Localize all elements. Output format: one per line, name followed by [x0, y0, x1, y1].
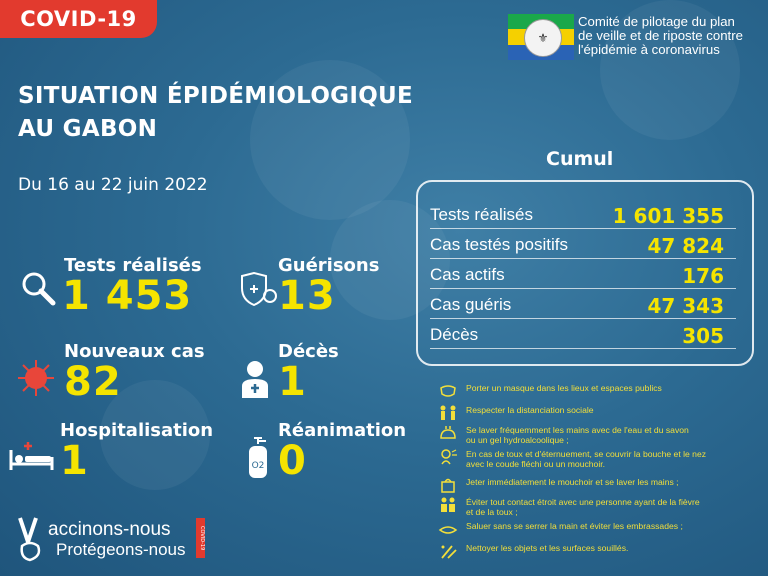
no-handshake-icon	[438, 520, 458, 538]
cough-icon	[438, 448, 458, 466]
org-line-1: Comité de pilotage du plan	[578, 14, 735, 29]
org-header	[508, 14, 760, 60]
cumul-row-value: 305	[682, 324, 724, 348]
advice-text: Nettoyer les objets et les surfaces souillés.	[466, 543, 629, 553]
vaccination-slogan-2: Protégeons-nous	[56, 540, 186, 559]
stat-tests-value: 1 453	[62, 273, 193, 319]
page-title	[18, 80, 413, 146]
advice-text: En cas de toux et d'éternuement, se couvrir la bouche et le nez avec le coude fléchi ou un mouchoir.	[466, 449, 707, 469]
svg-text:O2: O2	[251, 461, 265, 471]
advice-text: Respecter la distanciation sociale	[466, 405, 594, 415]
covid-badge: COVID-19	[0, 0, 157, 38]
stat-deaths	[278, 341, 339, 405]
cumul-row	[430, 288, 736, 319]
mask-icon	[438, 382, 458, 400]
org-name	[578, 15, 743, 57]
title-line-2: AU GABON	[18, 116, 158, 142]
vaccination-logo	[16, 516, 211, 564]
stat-icu-value: 0	[278, 438, 307, 484]
advice-text: Éviter tout contact étroit avec une personne ayant de la fièvre et de la toux ;	[466, 497, 700, 517]
advice-text: Porter un masque dans les lieux et espaces publics	[466, 383, 662, 393]
cumul-row	[430, 258, 736, 289]
stat-hospitalisation-value: 1	[60, 438, 89, 484]
stat-new-cases	[64, 341, 205, 405]
stat-deaths-label: Décès	[278, 341, 339, 362]
cumul-row-label: Tests réalisés	[430, 205, 533, 224]
advice-text: Se laver fréquemment les mains avec de l'eau et du savon ou un gel hydroalcoolique ;	[466, 425, 689, 445]
victory-hand-icon	[16, 516, 50, 562]
cumul-row	[430, 318, 736, 349]
cumul-row-label: Décès	[430, 325, 479, 344]
vaccination-slogan-1: accinons-nous	[48, 519, 171, 540]
advice-text: Saluer sans se serrer la main et éviter les embrassades ;	[466, 521, 683, 531]
stat-recoveries	[278, 255, 380, 319]
tissue-icon	[438, 476, 458, 494]
cumul-row-label: Cas guéris	[430, 295, 512, 314]
stat-hospitalisation-label: Hospitalisation	[60, 420, 214, 441]
period: Du 16 au 22 juin 2022	[18, 175, 208, 195]
vaccination-tag: COVID-19	[196, 518, 205, 558]
cumul-row-value: 1 601 355	[612, 204, 724, 228]
stat-tests	[62, 255, 202, 319]
cumul-row	[430, 198, 736, 229]
stat-recoveries-label: Guérisons	[278, 255, 380, 276]
avoid-contact-icon	[438, 496, 458, 514]
cumul-row-value: 47 343	[647, 294, 724, 318]
cumul-row	[430, 228, 736, 259]
distancing-icon	[438, 404, 458, 422]
cleaning-icon	[438, 542, 458, 560]
stat-hospitalisation	[60, 420, 214, 484]
org-line-3: l'épidémie à coronavirus	[578, 42, 720, 57]
stat-new-cases-value: 82	[64, 359, 122, 405]
oxygen-tank-icon	[246, 436, 270, 480]
org-line-2: de veille et de riposte contre	[578, 28, 743, 43]
stat-deaths-value: 1	[278, 359, 307, 405]
cumul-row-value: 47 824	[647, 234, 724, 258]
cumul-row-value: 176	[682, 264, 724, 288]
hospital-bed-icon	[8, 440, 54, 472]
stat-recoveries-value: 13	[278, 273, 336, 319]
stat-new-cases-label: Nouveaux cas	[64, 341, 205, 362]
stat-icu-label: Réanimation	[278, 420, 407, 441]
gabon-flag-icon	[508, 14, 574, 60]
title-line-1: SITUATION ÉPIDÉMIOLOGIQUE	[18, 83, 414, 109]
handwash-icon	[438, 424, 458, 442]
stat-tests-label: Tests réalisés	[64, 255, 202, 276]
shield-recovery-icon	[238, 272, 278, 306]
person-cross-icon	[240, 360, 270, 398]
advice-text: Jeter immédiatement le mouchoir et se laver les mains ;	[466, 477, 679, 487]
stat-icu	[278, 420, 407, 484]
republic-seal-icon: ⚜	[524, 19, 562, 57]
magnifier-icon	[20, 270, 56, 306]
virus-icon	[16, 358, 56, 398]
cumul-row-label: Cas actifs	[430, 265, 505, 284]
cumul-table	[416, 180, 754, 366]
cumul-row-label: Cas testés positifs	[430, 235, 568, 254]
cumul-title: Cumul	[546, 148, 614, 170]
